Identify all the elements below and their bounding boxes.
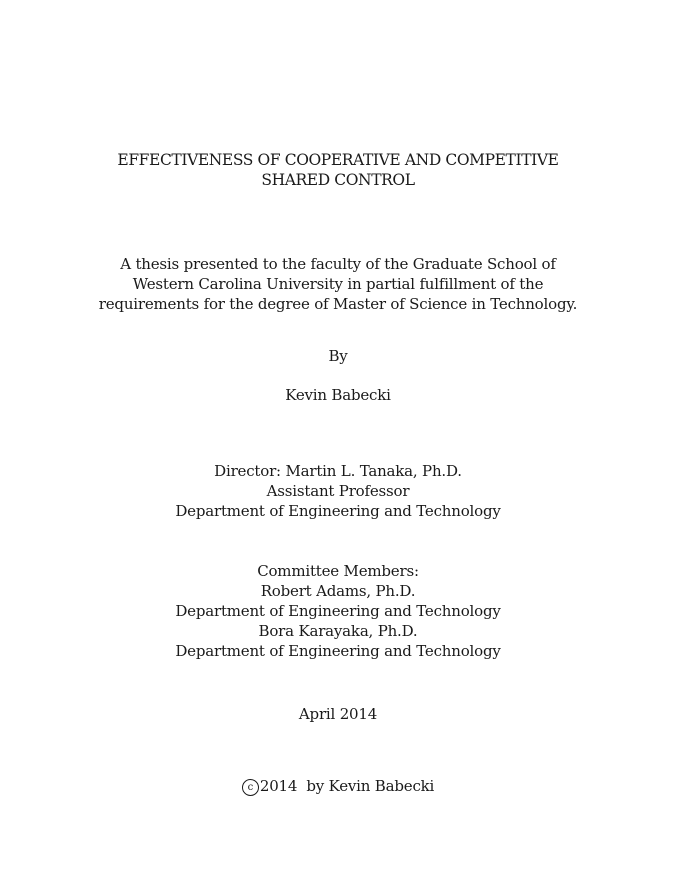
author-name: Kevin Babecki bbox=[285, 386, 391, 404]
director-title: Assistant Professor bbox=[266, 482, 410, 500]
thesis-title-line-1: EFFECTIVENESS OF COOPERATIVE AND COMPETITIVE bbox=[117, 151, 559, 169]
statement-line-1: A thesis presented to the faculty of the Graduate School of bbox=[120, 255, 556, 273]
by-label: By bbox=[328, 347, 348, 365]
director-department: Department of Engineering and Technology bbox=[175, 502, 501, 520]
copyright-notice bbox=[0, 776, 676, 796]
statement-line-2: Western Carolina University in partial fulfillment of the bbox=[132, 275, 544, 293]
committee-member-name: Bora Karayaka, Ph.D. bbox=[258, 622, 418, 640]
director-line: Director: Martin L. Tanaka, Ph.D. bbox=[214, 462, 462, 480]
committee-heading: Committee Members: bbox=[257, 562, 419, 580]
copyright-text: 2014 by Kevin Babecki bbox=[259, 777, 435, 795]
committee-member-department: Department of Engineering and Technology bbox=[175, 642, 501, 660]
thesis-date: April 2014 bbox=[298, 705, 378, 723]
statement-line-3: requirements for the degree of Master of Science in Technology. bbox=[98, 295, 578, 313]
committee-member-department: Department of Engineering and Technology bbox=[175, 602, 501, 620]
committee-member-name: Robert Adams, Ph.D. bbox=[260, 582, 416, 600]
thesis-title-line-2: SHARED CONTROL bbox=[261, 171, 415, 189]
copyright-icon: c bbox=[242, 779, 259, 796]
